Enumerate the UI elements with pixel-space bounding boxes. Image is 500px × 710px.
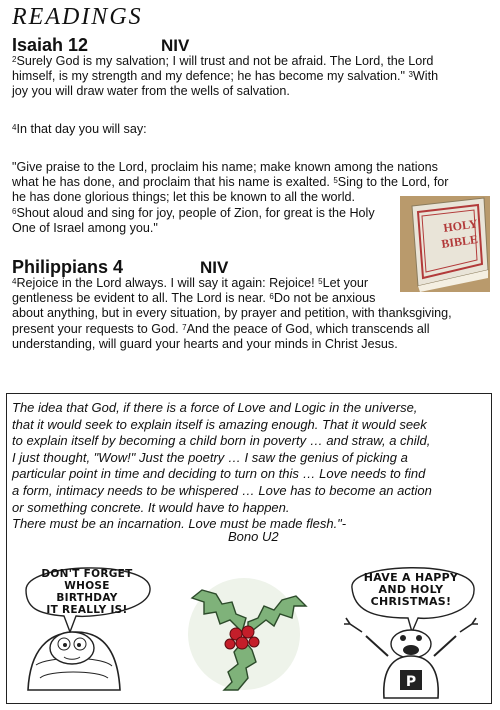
left-speech-bubble-text: DON'T FORGET WHOSE BIRTHDAY IT REALLY IS! (41, 568, 133, 616)
isaiah-verses-2: "Give praise to the Lord, proclaim his name; make known among the nations what he has done, and proclaim that his name is exalted. $^5$Sing to the Lord, for he has done glorious things; let this be known to all the world. $^6$Shout aloud and sing for joy, people of Zion, for great is the Holy One of Israel among you." (12, 160, 449, 235)
shirt-letter: P (405, 674, 417, 690)
berry-icon (242, 626, 254, 638)
isaiah-verse-4: $^4$In that day you will say: (12, 122, 147, 136)
berry-icon (249, 637, 259, 647)
bono-quote: The idea that God, if there is a force of Love and Logic in the universe, that it would seek to explain itself is amazing enough. That it would seek to explain itself by becoming a child born in poverty … and straw, a child, I just thought, "Wow!" Just the poetry … I saw the genius of picking a particular point in time and deciding to turn on this … Love needs to find a form, intimacy needs to be whispered … Love has to become an action or something concrete. It would have to happen. There must be an incarnation. Love must be made flesh."- (12, 400, 432, 532)
philippians-verses: $^4$Rejoice in the Lord always. I will say it again: Rejoice! $^5$Let your gentleness be evident to all. The Lord is near. $^6$Do not be anxious about anything, but in every situation, by prayer and petition, with thanksgiving, present your requests to God. $^7$And the peace of God, which transcends all understanding, will guard your hearts and your minds in Christ Jesus. (12, 276, 452, 351)
isaiah-verses-1: $^2$Surely God is my salvation; I will trust and not be afraid. The Lord, the Lord himself, is my strength and my defence; he has become my salvation." $^3$With joy you will draw water from the wells of salvation. (12, 54, 439, 99)
quote-author: Bono U2 (228, 529, 279, 544)
bible-cover-line1: HOLY (442, 216, 479, 235)
philippians-reference: Philippians 4 (12, 257, 124, 277)
berry-icon (225, 639, 235, 649)
philippians-version: NIV (200, 258, 229, 277)
berry-icon (236, 637, 248, 649)
shell-figure-icon (28, 632, 120, 690)
isaiah-reference: Isaiah 12 (12, 35, 89, 55)
bible-cover-line2: BIBLE (440, 232, 479, 251)
right-speech-bubble-text: HAVE A HAPPY AND HOLY CHRISTMAS! (363, 571, 459, 608)
page-heading: READINGS (12, 4, 143, 30)
holly-illustration (176, 574, 312, 694)
isaiah-version: NIV (161, 36, 190, 55)
